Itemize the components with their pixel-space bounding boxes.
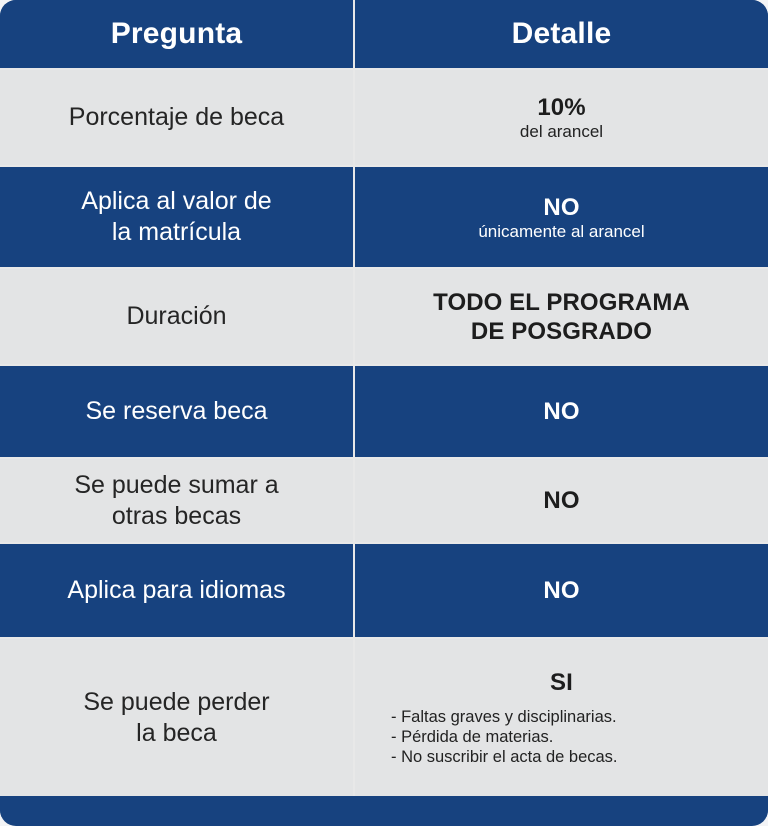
list-item: - Pérdida de materias. [391, 728, 554, 746]
question-cell [0, 544, 353, 637]
question-cell [0, 167, 353, 267]
table-row [0, 366, 768, 459]
detail-main: TODO EL PROGRAMA DE POSGRADO [433, 288, 690, 345]
table-header [0, 0, 768, 70]
header-question: Pregunta [110, 17, 243, 50]
detail-main: SI [550, 669, 573, 696]
question-text: Porcentaje de beca [68, 103, 285, 131]
detail-sub: del arancel [519, 122, 604, 141]
detail-cell [355, 366, 768, 457]
question-text: Se puede sumar a otras becas [74, 470, 279, 530]
detail-main: NO [543, 577, 580, 604]
header-detail: Detalle [511, 17, 612, 50]
question-text: Aplica para idiomas [67, 576, 286, 604]
table-row [0, 70, 768, 167]
detail-cell [355, 70, 768, 165]
table-row [0, 269, 768, 366]
detail-cell [355, 639, 768, 796]
detail-main: NO [543, 398, 580, 425]
question-cell [0, 459, 353, 542]
question-text: Aplica al valor de la matrícula [81, 187, 272, 246]
question-cell [0, 366, 353, 457]
question-cell [0, 639, 353, 796]
table-row [0, 167, 768, 269]
table-row [0, 459, 768, 544]
question-text: Duración [126, 302, 227, 330]
detail-main: 10% [537, 94, 586, 121]
table-row [0, 639, 768, 796]
table-row [0, 544, 768, 639]
detail-cell [355, 269, 768, 364]
detail-sub: únicamente al arancel [478, 221, 645, 241]
detail-cell [355, 167, 768, 267]
question-cell [0, 70, 353, 165]
detail-cell [355, 544, 768, 637]
question-text: Se puede perder la beca [83, 687, 270, 747]
detail-bullet-list [391, 707, 618, 767]
detail-main: NO [543, 487, 580, 514]
detail-cell [355, 459, 768, 542]
list-item: - No suscribir el acta de becas. [391, 748, 618, 766]
question-text: Se reserva beca [85, 397, 268, 425]
list-item: - Faltas graves y disciplinarias. [391, 708, 617, 726]
table-footer-band [0, 796, 768, 817]
question-cell [0, 269, 353, 364]
detail-main: NO [543, 193, 580, 221]
